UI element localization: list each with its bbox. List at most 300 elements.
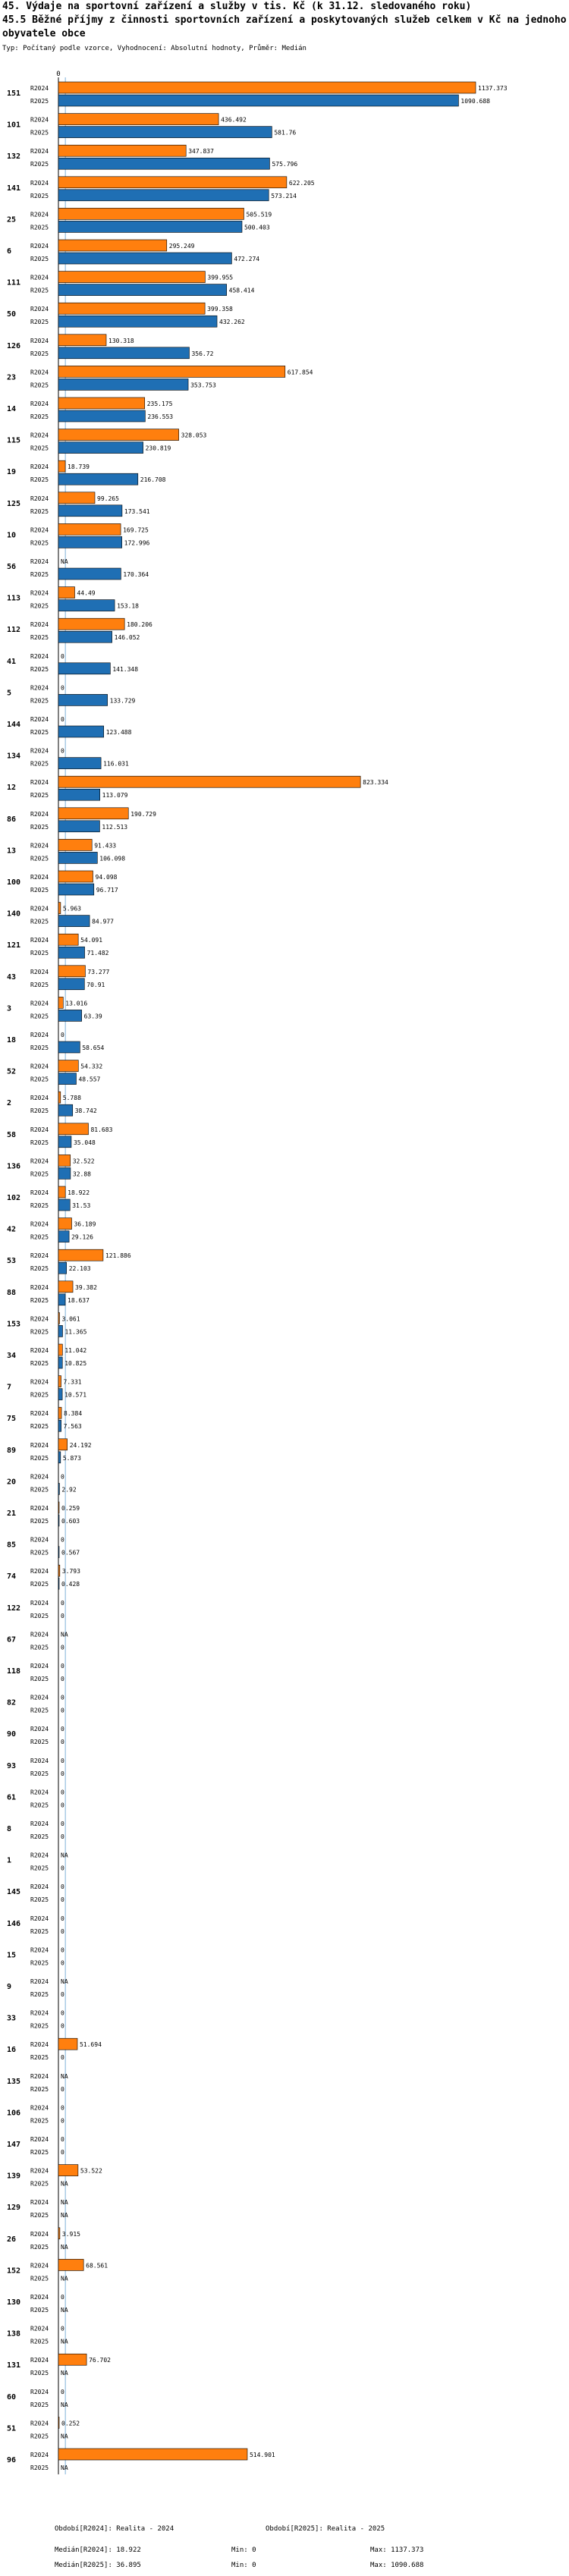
series-row-label: R2024 (30, 968, 49, 975)
data-label: 146.052 (114, 634, 140, 642)
bar-r2024 (58, 1312, 59, 1324)
bar-r2025 (58, 221, 242, 232)
category-label: 96 (7, 2456, 17, 2464)
max-2025: Max: 1090.688 (370, 2562, 424, 2569)
series-row-label: R2024 (30, 716, 49, 723)
data-label: NA (61, 1978, 68, 1985)
series-row-label: R2025 (30, 2370, 49, 2377)
bar-r2024 (58, 1439, 68, 1450)
category-label: 141 (7, 184, 21, 193)
data-label: 436.492 (221, 116, 247, 124)
bar-r2024 (58, 2259, 83, 2270)
data-label: 99.265 (97, 495, 119, 502)
category-label: 16 (7, 2046, 17, 2055)
data-label: 7.563 (63, 1423, 82, 1431)
data-label: 73.277 (87, 968, 110, 975)
series-row-label: R2025 (30, 1770, 49, 1777)
data-label: 5.963 (62, 905, 81, 913)
bar-r2024 (58, 208, 244, 219)
category-label: 15 (7, 1951, 17, 1960)
series-row-label: R2024 (30, 401, 49, 407)
series-row-label: R2025 (30, 981, 49, 988)
data-label: 0 (61, 2294, 64, 2301)
category-label: 13 (7, 847, 17, 856)
series-row-label: R2024 (30, 1315, 49, 1323)
series-row-label: R2025 (30, 1612, 49, 1619)
series-row-label: R2025 (30, 98, 49, 105)
category-label: 60 (7, 2392, 17, 2402)
series-row-label: R2025 (30, 760, 49, 768)
series-row-label: R2025 (30, 1360, 49, 1367)
data-label: 11.365 (64, 1328, 87, 1336)
category-label: 52 (7, 1067, 17, 1076)
category-label: 93 (7, 1761, 17, 1770)
series-row-label: R2024 (30, 1915, 49, 1922)
series-row-label: R2025 (30, 665, 49, 673)
bar-r2024 (58, 335, 106, 346)
bar-r2024 (58, 1376, 61, 1387)
data-label: 53.522 (80, 2167, 102, 2175)
series-row-label: R2024 (30, 1663, 49, 1670)
series-row-label: R2024 (30, 1095, 49, 1102)
data-label: 39.382 (75, 1283, 97, 1291)
category-label: 56 (7, 563, 17, 571)
data-label: 24.192 (69, 1441, 92, 1449)
category-label: 33 (7, 2014, 17, 2023)
category-label: 20 (7, 1478, 17, 1487)
category-label: 41 (7, 657, 17, 666)
category-label: 18 (7, 1036, 17, 1045)
category-label: 74 (7, 1572, 17, 1582)
bar-r2025 (58, 1041, 80, 1053)
category-label: 26 (7, 2235, 17, 2244)
bar-r2025 (58, 1231, 69, 1242)
bar-r2024 (58, 145, 186, 156)
data-label: 0 (61, 2104, 64, 2112)
series-row-label: R2025 (30, 413, 49, 420)
data-label: 44.49 (77, 589, 96, 597)
series-row-label: R2025 (30, 2117, 49, 2125)
bar-r2024 (58, 82, 476, 93)
bar-r2024 (58, 2449, 247, 2460)
series-row-label: R2025 (30, 2212, 49, 2219)
data-label: NA (61, 2212, 68, 2219)
category-label: 113 (7, 594, 21, 603)
series-row-label: R2024 (30, 2230, 49, 2238)
series-row-label: R2024 (30, 1000, 49, 1007)
bar-r2025 (58, 1167, 71, 1179)
bar-r2025 (58, 1515, 59, 1526)
series-row-label: R2024 (30, 905, 49, 913)
bar-r2024 (58, 1154, 71, 1166)
series-row-label: R2025 (30, 1265, 49, 1273)
data-label: 141.348 (112, 665, 139, 673)
bar-r2024 (58, 492, 95, 504)
bar-r2025 (58, 127, 272, 138)
data-label: 54.332 (80, 1063, 103, 1070)
data-label: NA (61, 2307, 68, 2314)
series-row-label: R2025 (30, 2149, 49, 2156)
bar-r2025 (58, 789, 100, 800)
series-row-label: R2025 (30, 1076, 49, 1083)
data-label: 84.977 (92, 918, 114, 925)
bar-r2025 (58, 600, 115, 611)
bar-r2024 (58, 871, 93, 882)
category-label: 129 (7, 2204, 21, 2213)
series-row-label: R2024 (30, 1631, 49, 1638)
data-label: 0 (61, 1757, 64, 1764)
data-label: 36.189 (74, 1220, 96, 1228)
series-row-label: R2025 (30, 445, 49, 452)
category-label: 135 (7, 2077, 21, 2086)
legend-period-2024: Období[R2024]: Realita - 2024 (55, 2525, 174, 2533)
series-row-label: R2024 (30, 1410, 49, 1418)
category-label: 125 (7, 499, 21, 508)
data-label: 5.873 (62, 1454, 81, 1462)
bar-r2025 (58, 442, 143, 454)
bar-r2025 (58, 190, 269, 201)
series-row-label: R2024 (30, 2357, 49, 2364)
data-label: 169.725 (123, 526, 149, 534)
series-row-label: R2025 (30, 2338, 49, 2345)
series-row-label: R2024 (30, 1158, 49, 1165)
series-row-label: R2024 (30, 432, 49, 439)
bar-r2024 (58, 1249, 103, 1261)
data-label: 0 (61, 1676, 64, 1682)
data-label: 0 (61, 1644, 64, 1651)
series-row-label: R2024 (30, 1126, 49, 1133)
series-row-label: R2024 (30, 1883, 49, 1891)
data-label: 235.175 (146, 401, 173, 407)
series-row-label: R2024 (30, 1189, 49, 1196)
series-row-label: R2024 (30, 1536, 49, 1544)
series-row-label: R2025 (30, 918, 49, 925)
chart-subtitle: 45.5 Běžné příjmy z činnosti sportovních zařízení a poskytovaných služeb celkem v Kč na jednoho obyvatele obce (2, 14, 567, 39)
series-row-label: R2025 (30, 1328, 49, 1336)
category-label: 82 (7, 1698, 17, 1707)
bar-r2024 (58, 429, 179, 441)
bar-r2024 (58, 523, 121, 535)
data-label: NA (61, 2464, 68, 2471)
data-label: 328.053 (181, 432, 207, 439)
bar-r2025 (58, 1199, 70, 1211)
category-label: 152 (7, 2267, 21, 2276)
category-label: 42 (7, 1225, 17, 1234)
series-row-label: R2025 (30, 2275, 49, 2282)
series-row-label: R2024 (30, 2262, 49, 2270)
category-label: 3 (7, 1004, 12, 1013)
bar-r2025 (58, 1483, 59, 1494)
bar-r2025 (58, 253, 231, 264)
series-row-label: R2025 (30, 792, 49, 800)
bar-r2024 (58, 1218, 71, 1230)
bar-r2025 (58, 536, 122, 548)
category-label: 90 (7, 1730, 17, 1739)
data-label: 180.206 (127, 621, 152, 629)
series-row-label: R2024 (30, 337, 49, 344)
data-label: 3.915 (61, 2230, 80, 2238)
series-row-label: R2025 (30, 1486, 49, 1494)
category-label: 34 (7, 1352, 17, 1360)
category-label: 14 (7, 405, 17, 413)
category-label: 140 (7, 909, 21, 919)
series-row-label: R2024 (30, 1283, 49, 1291)
series-row-label: R2024 (30, 148, 49, 156)
series-row-label: R2024 (30, 1378, 49, 1386)
bar-r2025 (58, 947, 85, 958)
axis-tick-zero: 0 (56, 71, 61, 78)
series-row-label: R2024 (30, 2009, 49, 2017)
category-label: 5 (7, 689, 12, 698)
series-row-label: R2025 (30, 507, 49, 515)
data-label: NA (61, 2072, 68, 2080)
series-row-label: R2025 (30, 1202, 49, 1209)
bar-r2025 (58, 916, 90, 927)
data-label: 190.729 (130, 810, 156, 818)
data-label: 0 (61, 1820, 64, 1827)
data-label: 38.742 (74, 1107, 97, 1115)
bar-r2025 (58, 1325, 62, 1337)
bar-r2024 (58, 1186, 65, 1198)
data-label: 0.567 (61, 1549, 80, 1557)
data-label: 63.39 (83, 1013, 102, 1020)
data-label: 0 (61, 1991, 64, 1998)
max-2024: Max: 1137.373 (370, 2546, 424, 2554)
series-row-label: R2025 (30, 1581, 49, 1588)
data-label: 0 (61, 2009, 64, 2017)
data-label: 575.796 (272, 161, 298, 168)
category-label: 85 (7, 1541, 17, 1550)
bar-r2025 (58, 884, 94, 895)
data-label: 0 (61, 1032, 64, 1038)
series-row-label: R2025 (30, 1707, 49, 1714)
category-label: 132 (7, 152, 21, 162)
data-label: 0 (61, 1927, 64, 1935)
category-label: 144 (7, 721, 21, 729)
data-label: 0 (61, 1864, 64, 1872)
series-row-label: R2025 (30, 823, 49, 831)
bar-r2025 (58, 316, 217, 327)
series-row-label: R2024 (30, 1063, 49, 1070)
data-label: 106.098 (99, 855, 126, 862)
series-row-label: R2025 (30, 729, 49, 736)
data-label: 0 (61, 1896, 64, 1904)
series-row-label: R2025 (30, 1423, 49, 1431)
series-row-label: R2024 (30, 1032, 49, 1038)
series-row-label: R2025 (30, 1549, 49, 1557)
series-row-label: R2024 (30, 243, 49, 250)
data-label: 432.262 (219, 319, 245, 326)
bar-r2025 (58, 568, 121, 580)
category-label: 102 (7, 1194, 21, 1202)
data-label: 113.079 (102, 792, 128, 800)
series-row-label: R2024 (30, 1599, 49, 1607)
bar-r2025 (58, 158, 269, 169)
data-label: 505.519 (246, 211, 272, 218)
series-row-label: R2024 (30, 526, 49, 534)
category-label: 126 (7, 341, 21, 350)
category-label: 12 (7, 784, 17, 793)
data-label: 0 (61, 1663, 64, 1670)
data-label: 0 (61, 2085, 64, 2093)
data-label: 823.334 (363, 779, 388, 787)
bar-r2025 (58, 1420, 61, 1431)
category-label: 58 (7, 1130, 17, 1139)
series-row-label: R2024 (30, 1946, 49, 1954)
data-label: 0 (61, 1802, 64, 1809)
data-label: 112.513 (102, 823, 128, 831)
data-label: 581.76 (274, 129, 297, 137)
data-label: 0 (61, 2149, 64, 2156)
series-row-label: R2024 (30, 747, 49, 755)
data-label: 18.739 (68, 463, 90, 471)
bar-r2025 (58, 473, 138, 485)
category-label: 53 (7, 1257, 17, 1266)
category-label: 131 (7, 2361, 21, 2370)
series-row-label: R2024 (30, 2452, 49, 2458)
series-row-label: R2025 (30, 2401, 49, 2408)
series-row-label: R2024 (30, 2420, 49, 2427)
series-row-label: R2025 (30, 224, 49, 231)
data-label: 0 (61, 2388, 64, 2395)
data-label: 295.249 (168, 243, 195, 250)
data-label: 173.541 (124, 507, 150, 515)
data-label: 29.126 (71, 1233, 93, 1241)
data-label: 399.358 (207, 306, 233, 313)
category-label: 101 (7, 121, 21, 130)
data-label: 172.996 (124, 539, 150, 547)
series-row-label: R2025 (30, 2433, 49, 2440)
data-label: 399.955 (207, 274, 234, 281)
category-label: 111 (7, 278, 21, 287)
category-label: 115 (7, 436, 21, 445)
bar-r2025 (58, 1452, 61, 1463)
bar-r2024 (58, 808, 128, 819)
bar-r2024 (58, 997, 63, 1008)
series-row-label: R2024 (30, 116, 49, 124)
data-label: 0 (61, 1536, 64, 1544)
data-label: 170.364 (123, 571, 149, 578)
data-label: 121.886 (105, 1252, 131, 1260)
data-label: 347.837 (188, 148, 214, 156)
data-label: 32.88 (72, 1170, 91, 1178)
data-label: 3.061 (61, 1315, 80, 1323)
category-label: 106 (7, 2109, 21, 2118)
series-row-label: R2025 (30, 1454, 49, 1462)
bar-r2025 (58, 379, 188, 390)
series-row-label: R2025 (30, 1802, 49, 1809)
series-row-label: R2025 (30, 697, 49, 705)
bar-r2024 (58, 1281, 73, 1293)
data-label: 500.403 (244, 224, 270, 231)
data-label: 0 (61, 747, 64, 755)
series-row-label: R2025 (30, 2085, 49, 2093)
series-row-label: R2024 (30, 2199, 49, 2207)
median-2025: Medián[R2025]: 36.895 (55, 2562, 141, 2569)
series-row-label: R2024 (30, 2041, 49, 2049)
bar-r2025 (58, 631, 112, 642)
series-row-label: R2025 (30, 192, 49, 199)
bar-r2024 (58, 776, 360, 787)
series-row-label: R2025 (30, 161, 49, 168)
series-row-label: R2025 (30, 1045, 49, 1051)
data-label: 622.205 (288, 179, 315, 187)
bar-r2025 (58, 284, 227, 296)
series-row-label: R2025 (30, 1959, 49, 1967)
series-row-label: R2024 (30, 1726, 49, 1733)
series-row-label: R2024 (30, 1978, 49, 1985)
series-row-label: R2024 (30, 1252, 49, 1260)
data-label: NA (61, 558, 68, 565)
data-label: 0 (61, 1726, 64, 1733)
series-row-label: R2025 (30, 476, 49, 484)
bar-r2024 (58, 1060, 78, 1072)
bar-r2025 (58, 1357, 62, 1368)
series-row-label: R2024 (30, 874, 49, 881)
series-row-label: R2025 (30, 1170, 49, 1178)
series-row-label: R2025 (30, 129, 49, 137)
data-label: NA (61, 2370, 68, 2377)
series-row-label: R2025 (30, 1391, 49, 1399)
data-label: 48.557 (78, 1076, 101, 1083)
series-row-label: R2024 (30, 274, 49, 281)
bar-r2024 (58, 2354, 86, 2365)
median-2024: Medián[R2024]: 18.922 (55, 2546, 141, 2554)
bar-r2025 (58, 1262, 67, 1274)
bar-r2025 (58, 821, 99, 832)
data-label: 5.788 (62, 1095, 81, 1102)
bar-r2025 (58, 505, 122, 517)
series-row-label: R2024 (30, 211, 49, 218)
bar-r2025 (58, 758, 101, 769)
data-label: 13.016 (65, 1000, 88, 1007)
series-row-label: R2025 (30, 1833, 49, 1840)
data-label: 356.72 (191, 350, 214, 357)
series-row-label: R2025 (30, 256, 49, 262)
data-label: 0 (61, 2117, 64, 2125)
series-row-label: R2024 (30, 1820, 49, 1827)
series-row-label: R2024 (30, 937, 49, 944)
series-row-label: R2024 (30, 2388, 49, 2395)
bar-r2025 (58, 1578, 59, 1589)
data-label: 96.717 (96, 887, 118, 894)
category-label: 112 (7, 626, 21, 635)
series-row-label: R2024 (30, 810, 49, 818)
data-label: 0 (61, 1946, 64, 1954)
chart-settings: Typ: Počítaný podle vzorce, Vyhodnocení: Absolutní hodnoty, Průměr: Medián (2, 45, 307, 52)
series-row-label: R2025 (30, 950, 49, 957)
series-row-label: R2024 (30, 1757, 49, 1764)
data-label: 70.91 (86, 981, 105, 988)
category-label: 134 (7, 752, 21, 761)
bar-r2024 (58, 618, 124, 630)
bar-r2025 (58, 410, 145, 422)
category-label: 88 (7, 1288, 17, 1297)
data-label: 11.042 (64, 1347, 87, 1354)
bar-r2025 (58, 694, 108, 705)
data-label: 0 (61, 1770, 64, 1777)
series-row-label: R2024 (30, 1694, 49, 1701)
series-row-label: R2025 (30, 2243, 49, 2251)
category-label: 139 (7, 2172, 21, 2181)
data-label: NA (61, 2433, 68, 2440)
series-row-label: R2025 (30, 571, 49, 578)
data-label: NA (61, 2180, 68, 2188)
bar-r2024 (58, 177, 287, 188)
data-label: 94.098 (95, 874, 118, 881)
data-label: 0 (61, 1473, 64, 1481)
series-row-label: R2024 (30, 1568, 49, 1575)
